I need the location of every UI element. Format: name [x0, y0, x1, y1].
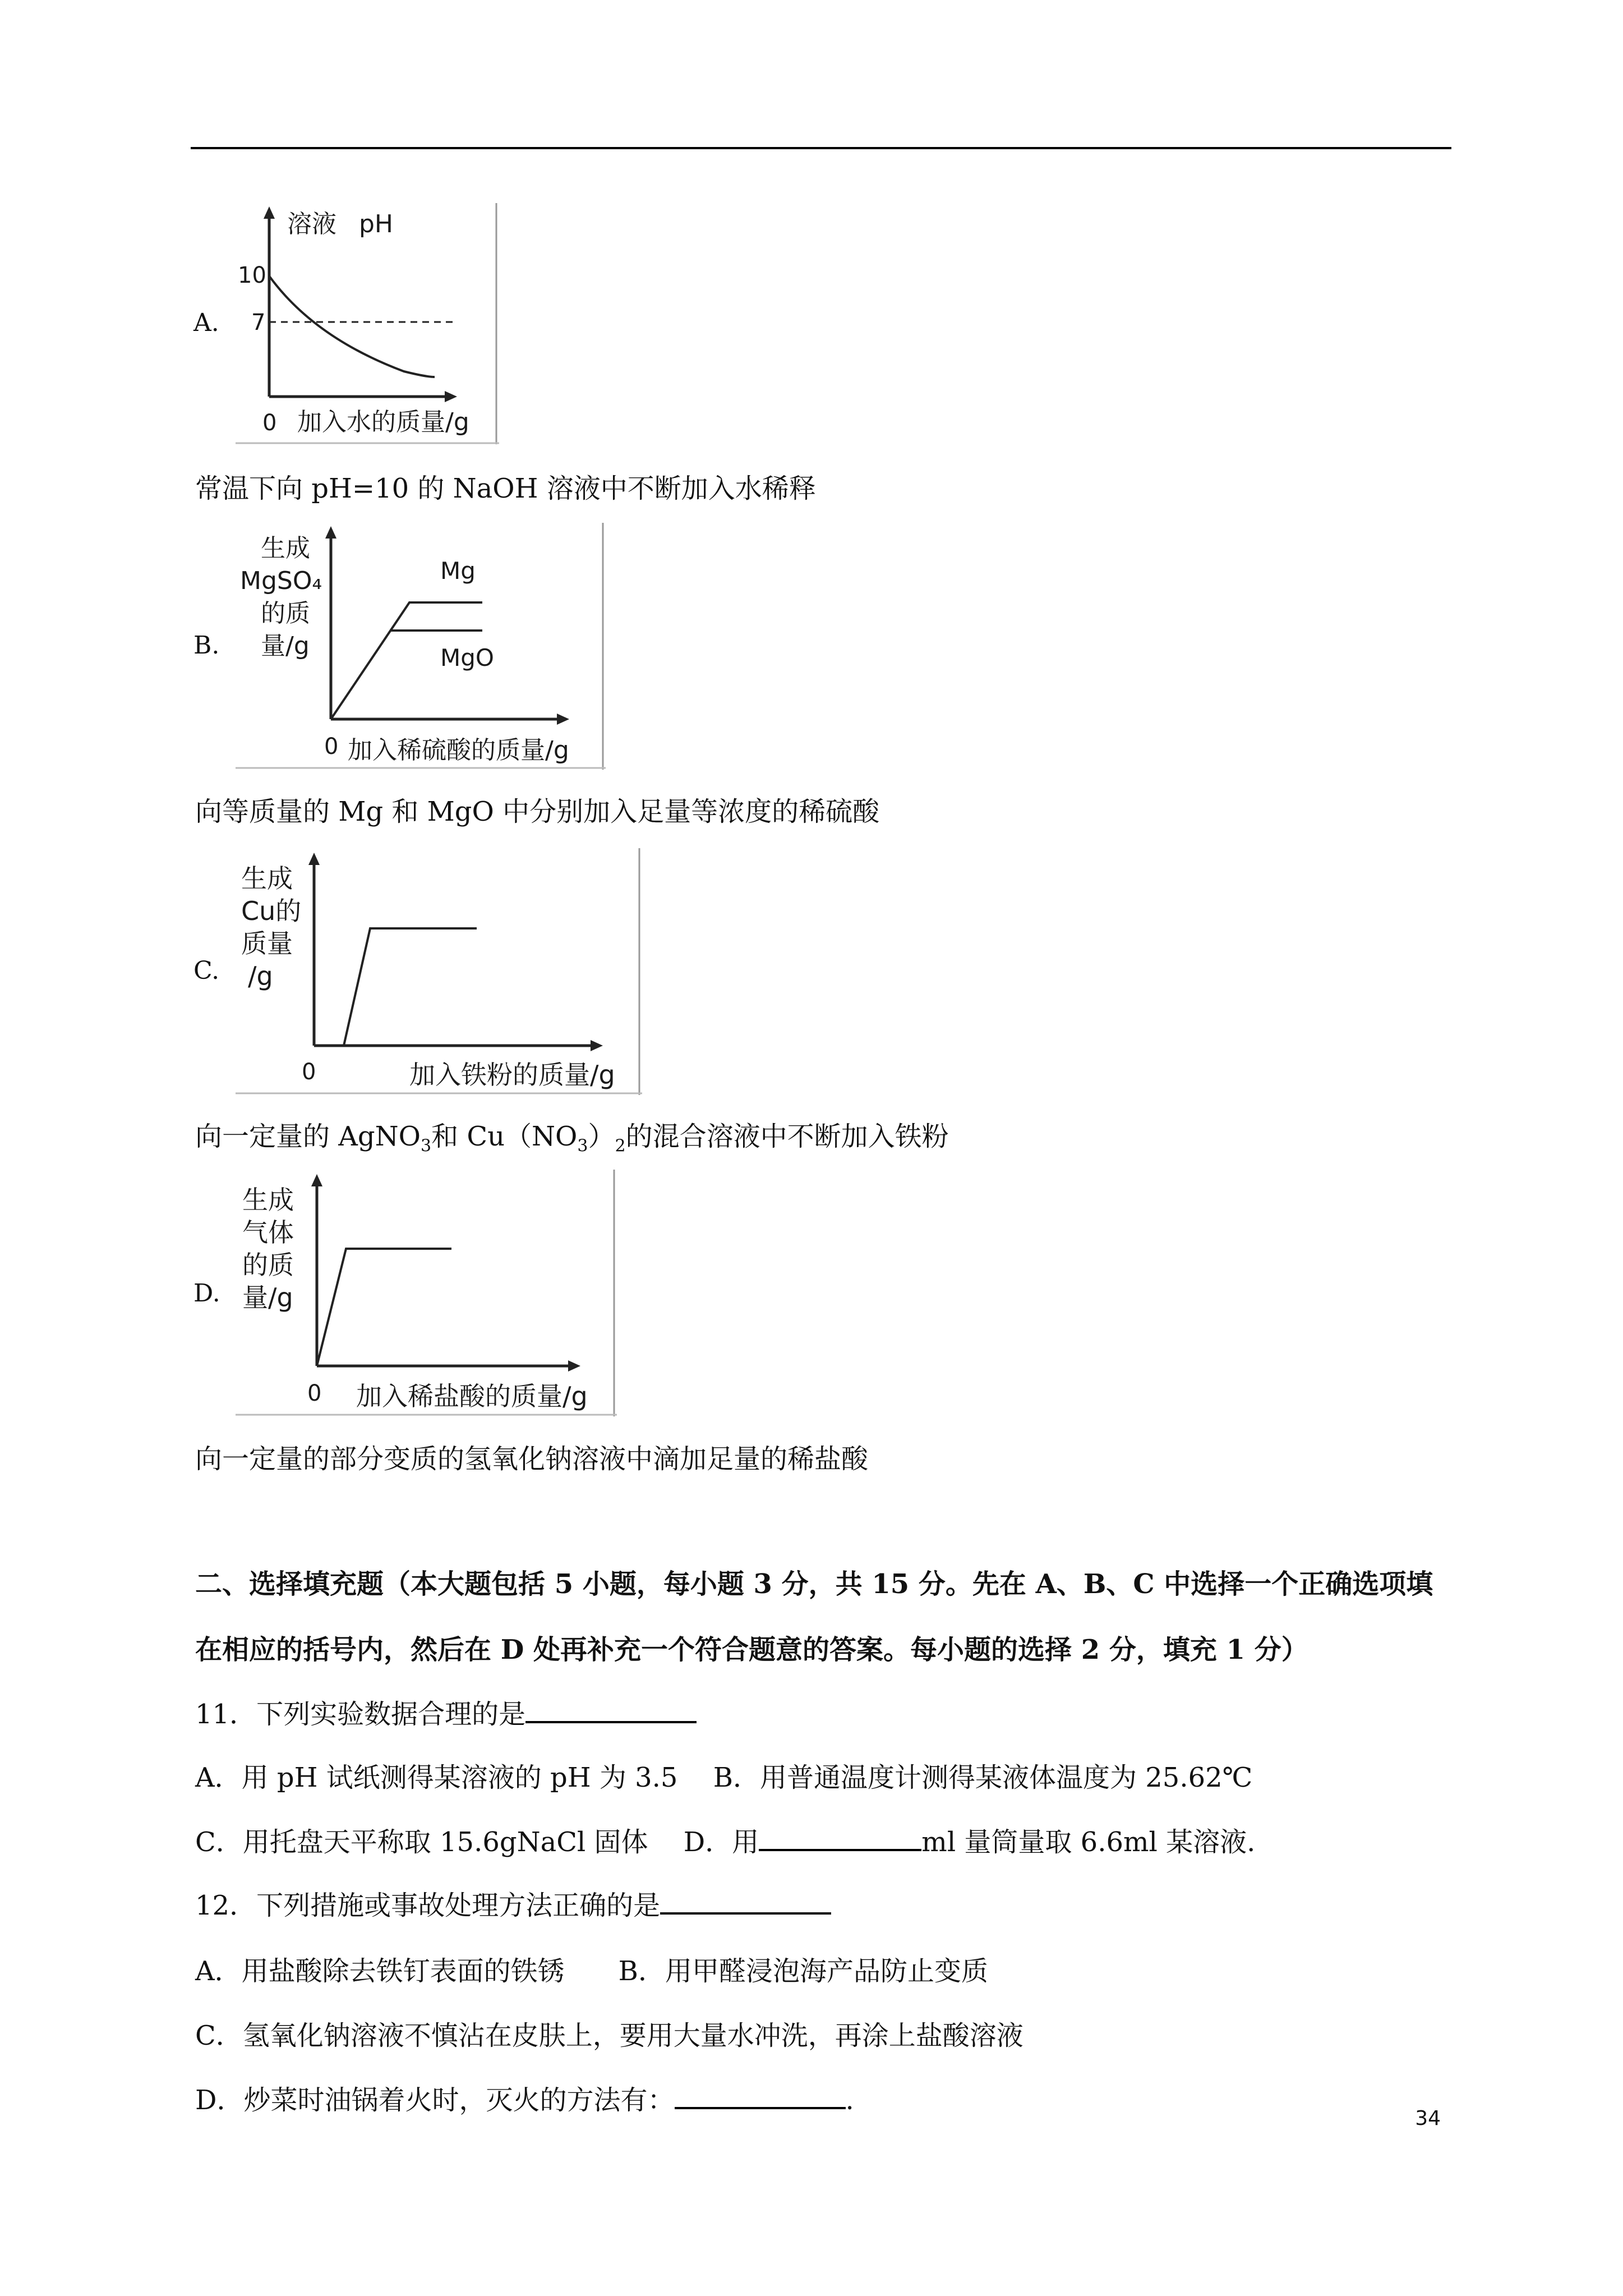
option-d-caption: 向一定量的部分变质的氢氧化钠溶液中滴加足量的稀盐酸 [195, 1443, 869, 1475]
graph-a [236, 203, 499, 444]
graph-c-ylabel-line-1: 生成 [241, 863, 293, 894]
q11-d-blank[interactable] [759, 1824, 921, 1851]
q11-option-cd-pre: C．用托盘天平称取 15.6gNaCl 固体 D．用 [195, 1826, 759, 1858]
graph-c-curve [344, 928, 477, 1046]
graph-c-ylabel-line-4: /g [248, 961, 273, 991]
q12-d-blank[interactable] [675, 2082, 846, 2109]
graph-b-ylabel-line-2: MgSO₄ [240, 567, 322, 595]
graph-b-ylabel-line-3: 的质 [261, 599, 310, 628]
option-c-letter: C. [193, 956, 220, 985]
graph-b-xlabel: 加入稀硫酸的质量/g [348, 736, 569, 765]
q11-stem-text: 11．下列实验数据合理的是 [195, 1699, 526, 1730]
q12-option-ab: A．用盐酸除去铁钉表面的铁锈 B．用甲醛浸泡海产品防止变质 [195, 1955, 988, 1987]
graph-a-origin: 0 [262, 410, 277, 436]
graph-a-tick-7: 7 [251, 310, 266, 335]
option-d-letter: D. [193, 1279, 220, 1308]
graph-d-curve [317, 1249, 451, 1366]
option-c-caption-post: 的混合溶液中不断加入铁粉 [625, 1121, 949, 1152]
q12-option-d-post: . [845, 2085, 854, 2116]
graph-a-y-arrow-icon [264, 206, 275, 219]
graph-d-xlabel: 加入稀盐酸的质量/g [356, 1381, 588, 1411]
graph-a-x-arrow-icon [445, 391, 457, 402]
section-heading-line-2: 在相应的括号内，然后在 D 处再补充一个符合题意的答案。每小题的选择 2 分，填充 1 分） [195, 1634, 1308, 1665]
graph-d-ylabel-line-4: 量/g [242, 1282, 293, 1313]
option-b-caption: 向等质量的 Mg 和 MgO 中分别加入足量等浓度的稀硫酸 [195, 796, 880, 827]
graph-b-ylabel-line-4: 量/g [261, 632, 310, 660]
graph-b [236, 523, 606, 770]
q12-stem [195, 1884, 831, 1922]
graph-c-ylabel-line-3: 质量 [241, 928, 293, 959]
graph-d-x-arrow-icon [568, 1360, 580, 1372]
graph-b-origin: 0 [324, 734, 339, 760]
graph-a-ylabel-2: pH [359, 210, 394, 238]
graph-d-ylabel-line-1: 生成 [242, 1185, 294, 1215]
graph-d-y-arrow-icon [311, 1174, 322, 1186]
graph-d-ylabel-line-3: 的质 [242, 1250, 294, 1280]
option-c-caption [195, 1115, 949, 1156]
graph-a-curve [269, 276, 435, 377]
q12-stem-text: 12．下列措施或事故处理方法正确的是 [195, 1890, 661, 1921]
option-a-caption: 常温下向 pH=10 的 NaOH 溶液中不断加入水稀释 [195, 473, 816, 504]
graph-a-xlabel: 加入水的质量/g [297, 408, 469, 436]
graph-b-ylabel-line-1: 生成 [261, 534, 310, 563]
graph-c-y-arrow-icon [308, 853, 320, 865]
q11-answer-blank[interactable] [525, 1696, 697, 1723]
option-c-caption-sub2: 3 [577, 1136, 588, 1156]
graph-c [236, 848, 642, 1095]
page-number: 34 [1415, 2107, 1441, 2130]
q11-option-cd-post: ml 量筒量取 6.6ml 某溶液. [921, 1826, 1256, 1858]
graph-b-label-mg: Mg [440, 557, 476, 585]
graph-b-x-arrow-icon [557, 714, 569, 725]
q11-option-ab: A．用 pH 试纸测得某溶液的 pH 为 3.5 B．用普通温度计测得某液体温度为 25.62℃ [195, 1762, 1253, 1793]
option-b-letter: B. [193, 631, 220, 660]
graph-b-label-mgo: MgO [440, 644, 494, 671]
q11-stem [195, 1692, 697, 1731]
option-c-caption-sub3: 2 [615, 1136, 626, 1156]
graph-c-x-arrow-icon [591, 1040, 603, 1051]
option-c-caption-mid: 和 Cu（NO [431, 1121, 578, 1152]
option-c-caption-sub1: 3 [421, 1136, 432, 1156]
header-rule [191, 147, 1451, 149]
option-a-letter: A. [193, 309, 219, 337]
option-c-caption-mid2: ） [588, 1121, 615, 1152]
section-heading-line-1: 二、选择填充题（本大题包括 5 小题，每小题 3 分，共 15 分。先在 A、B、C 中选择一个正确选项填 [195, 1568, 1433, 1600]
q12-answer-blank[interactable] [660, 1888, 831, 1915]
graph-c-origin: 0 [302, 1059, 316, 1085]
graph-a-ylabel-1: 溶液 [287, 210, 336, 238]
graph-b-y-arrow-icon [325, 526, 336, 539]
q11-option-cd [195, 1820, 1255, 1859]
q12-option-d-pre: D．炒菜时油锅着火时，灭火的方法有： [195, 2085, 675, 2116]
graph-d-origin: 0 [307, 1381, 322, 1406]
graph-a-tick-10: 10 [238, 263, 266, 288]
graph-d-ylabel-line-2: 气体 [242, 1217, 294, 1248]
graph-d [236, 1170, 617, 1416]
graph-c-ylabel-line-2: Cu的 [241, 896, 302, 926]
option-c-caption-pre: 向一定量的 AgNO [195, 1121, 421, 1152]
q12-option-c: C．氢氧化钠溶液不慎沾在皮肤上，要用大量水冲洗，再涂上盐酸溶液 [195, 2020, 1023, 2051]
graph-c-xlabel: 加入铁粉的质量/g [409, 1060, 615, 1090]
q12-option-d [195, 2078, 854, 2117]
